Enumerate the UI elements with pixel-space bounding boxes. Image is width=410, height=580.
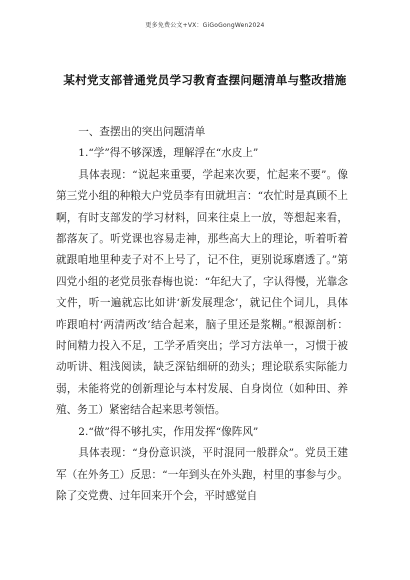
header-watermark: 更多免费公文+VX：GiGoGongWen2024 <box>145 22 265 29</box>
item1-heading: 1.“学”得不够深透，理解浮在“水皮上” <box>78 147 259 160</box>
item1-body: 具体表现：“说起来重要，学起来次要，忙起来不要”。像第三党小组的种粮大户党员李有田就坦言：“农忙时是真顾不上啊，有时支部发的学习材料，回来往桌上一放，等想起来看，都落灰了。听党课也容易走神，那些高大上的理论，听着听着就跟咱地里种麦子对不上号了，记不住，更别说琢磨透了。”第四党小组的老党员张春梅也说：“年纪大了，字认得慢，光靠念文件，听一遍就忘比如讲‘新发展理念’，就记住个词儿，具体咋跟咱村‘两清两改’结合起来，脑子里还是浆糊。”根源剖析：时间精力投入不足，工学矛盾突出；学习方法单一，习惯于被动听讲、粗浅阅读，缺乏深钻细研的劲头；理论联系实际能力弱，未能将党的创新理论与本村发展、自身岗位（如种田、养殖、务工）紧密结合起来思考领悟。 <box>56 168 348 417</box>
document-title: 某村党支部普通党员学习教育查摆问题清单与整改措施 <box>63 73 347 87</box>
item2-heading: 2.“做”得不够扎实，作用发挥“像阵风” <box>78 425 259 438</box>
document-body <box>56 122 348 507</box>
item2-body: 具体表现：“身份意识淡，平时混同一般群众”。党员王建军（在外务工）反思：“一年到头在外头跑，村里的事参与少。除了交党费、过年回来开个会，平时感觉自 <box>56 447 348 502</box>
section-heading: 一、查摆出的突出问题清单 <box>78 126 206 138</box>
